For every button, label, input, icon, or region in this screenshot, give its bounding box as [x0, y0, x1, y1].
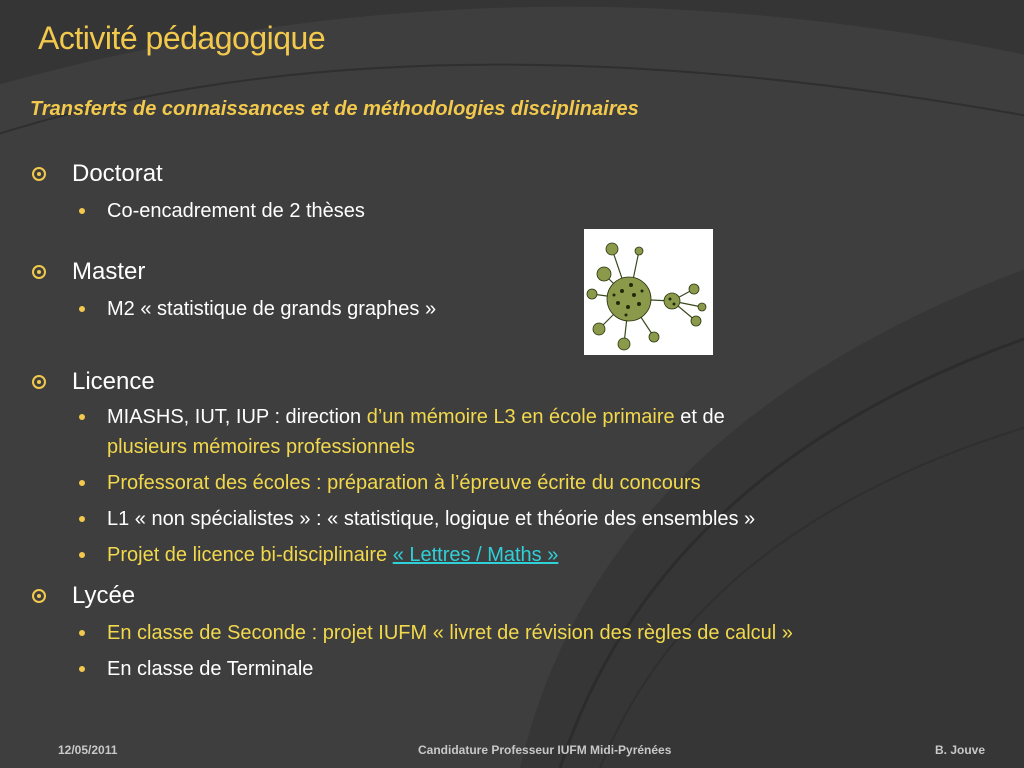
- target-bullet-icon: [32, 375, 46, 389]
- dot-bullet-icon: [79, 630, 85, 636]
- network-graph-icon: [584, 229, 713, 355]
- slide-subtitle: Transferts de connaissances et de méthodologies disciplinaires: [30, 98, 639, 120]
- section-heading: [30, 256, 1000, 288]
- footer-date: 12/05/2011: [58, 743, 118, 757]
- slide-title: Activité pédagogique: [38, 20, 326, 56]
- list-item-text: L1 « non spécialistes » : « statistique, logique et théorie des ensembles »: [107, 508, 756, 530]
- list-item-text: Co-encadrement de 2 thèses: [107, 200, 365, 222]
- list-item: [30, 196, 1000, 226]
- list-item-text: MIASHS, IUT, IUP : direction: [107, 406, 367, 428]
- list-item-text-highlight: d’un mémoire L3 en école primaire: [366, 406, 675, 428]
- list-item-text-highlight: Professorat des écoles : préparation à l’épreuve écrite du concours: [107, 472, 701, 494]
- lettres-maths-link[interactable]: « Lettres / Maths »: [392, 544, 559, 566]
- list-item: [30, 294, 1000, 324]
- section-heading: [30, 366, 1000, 398]
- target-bullet-icon: [32, 589, 46, 603]
- section-lycee: [30, 580, 1000, 684]
- section-licence: [30, 366, 1000, 570]
- list-item: [30, 540, 1000, 570]
- section-heading: [30, 158, 1000, 190]
- footer-author: B. Jouve: [935, 743, 986, 757]
- list-item-text: En classe de Terminale: [107, 658, 314, 680]
- list-item: [30, 654, 1000, 684]
- dot-bullet-icon: [79, 666, 85, 672]
- section-heading-text: Licence: [72, 368, 155, 395]
- dot-bullet-icon: [79, 516, 85, 522]
- section-master: [30, 256, 1000, 324]
- dot-bullet-icon: [79, 552, 85, 558]
- list-item: [30, 504, 1000, 534]
- list-item-text-highlight: plusieurs mémoires professionnels: [107, 436, 415, 458]
- list-item-text-highlight: Projet de licence bi-disciplinaire: [107, 544, 393, 566]
- dot-bullet-icon: [79, 208, 85, 214]
- footer-title: Candidature Professeur IUFM Midi-Pyrénées: [418, 743, 672, 757]
- list-item-text: M2 « statistique de grands graphes »: [107, 298, 437, 320]
- list-item-text-highlight: En classe de Seconde : projet IUFM « livret de révision des règles de calcul »: [107, 622, 793, 644]
- dot-bullet-icon: [79, 414, 85, 420]
- section-heading-text: Doctorat: [72, 160, 163, 187]
- list-item: [30, 402, 1000, 462]
- dot-bullet-icon: [79, 306, 85, 312]
- list-item: [30, 468, 1000, 498]
- network-graph-image: [584, 229, 713, 355]
- section-doctorat: [30, 158, 1000, 226]
- target-bullet-icon: [32, 265, 46, 279]
- list-item: [30, 618, 1000, 648]
- dot-bullet-icon: [79, 480, 85, 486]
- section-heading-text: Master: [72, 258, 146, 285]
- bullet-content: [30, 158, 1000, 684]
- list-item-text: et de: [674, 406, 725, 428]
- target-bullet-icon: [32, 167, 46, 181]
- section-heading: [30, 580, 1000, 612]
- section-heading-text: Lycée: [72, 582, 136, 609]
